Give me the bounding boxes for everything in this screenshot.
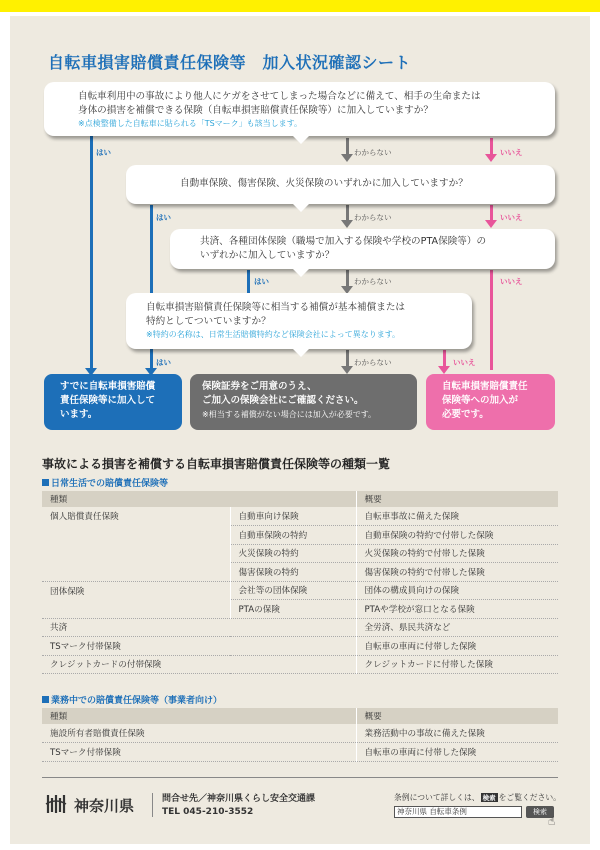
type-cell: TSマーク付帯保険 — [42, 637, 356, 656]
yes-line-1 — [90, 120, 93, 370]
no-arrow-head — [438, 366, 450, 374]
result-no-line2: 保険等への加入が — [442, 395, 519, 406]
subtype-cell: 自動車保険の特約 — [230, 526, 356, 545]
summary-cell: 火災保険の特約で付帯した保険 — [356, 544, 558, 563]
search-instruction — [394, 792, 561, 803]
question-1-box — [44, 82, 555, 136]
yes-label: はい — [96, 148, 111, 157]
column-header-type: 種類 — [42, 708, 356, 724]
business-heading-text: 業務中での賠償責任保険等（事業者向け） — [51, 696, 223, 706]
no-label: いいえ — [500, 277, 523, 286]
no-arrow-head — [485, 220, 497, 228]
summary-cell: クレジットカードに付帯した保険 — [356, 655, 558, 674]
contact-line-2: TEL 045-210-3552 — [162, 807, 254, 817]
pointer-cursor-icon: ☝ — [548, 814, 556, 828]
kanagawa-emblem-icon — [44, 792, 68, 816]
no-label: いいえ — [453, 358, 476, 367]
summary-cell: 業務活動中の事故に備えた保険 — [356, 724, 558, 743]
unknown-label: わからない — [354, 358, 392, 367]
table-row — [42, 637, 558, 656]
question-1-line1: 自転車利用中の事故により他人にケガをさせてしまった場合などに備えて、相手の生命または — [78, 91, 481, 102]
summary-cell: 自転車の車両に付帯した保険 — [356, 637, 558, 656]
summary-cell: 自転車の車両に付帯した保険 — [356, 743, 558, 762]
question-2-pointer — [292, 203, 310, 212]
result-no-line3: 必要です。 — [442, 409, 489, 420]
search-keyword-badge: 検索 — [482, 794, 496, 802]
type-cell: 施設所有者賠償責任保険 — [42, 724, 356, 743]
no-label: いいえ — [500, 148, 523, 157]
yes-label: はい — [254, 277, 269, 286]
result-yes-line1: すでに自転車損害賠償 — [60, 381, 156, 392]
question-3-pointer — [292, 268, 310, 277]
search-button[interactable]: 検索 — [526, 806, 554, 818]
table-row — [42, 544, 558, 563]
question-1-pointer — [292, 135, 310, 144]
unknown-label: わからない — [354, 277, 392, 286]
summary-cell: 自転車事故に備えた保険 — [356, 507, 558, 526]
question-2-box — [126, 165, 555, 204]
question-4-line2: 特約としてついていますか？ — [146, 316, 271, 327]
square-bullet-icon — [42, 479, 49, 486]
daily-heading-text: 日常生活での賠償責任保険等 — [51, 479, 169, 489]
table-row — [42, 655, 558, 674]
result-yes-line3: います。 — [60, 409, 98, 420]
yes-line-3 — [247, 270, 250, 295]
yes-line-4 — [150, 352, 153, 369]
table-row — [42, 563, 558, 582]
search-instruction-pre: 条例について詳しくは、 — [394, 793, 480, 802]
yes-label: はい — [156, 213, 171, 222]
unknown-arrow-head — [341, 220, 353, 228]
result-unknown-note: ※相当する補償がない場合には加入が必要です。 — [202, 410, 377, 419]
daily-insurance-table — [42, 491, 558, 674]
question-1-line2: 身体の損害を補償できる保険（自転車損害賠償責任保険等）に加入していますか？ — [78, 105, 433, 116]
table-row — [42, 600, 558, 619]
table-row — [42, 526, 558, 545]
question-4-pointer — [292, 348, 310, 357]
table-row — [42, 743, 558, 762]
summary-cell: 自動車保険の特約で付帯した保険 — [356, 526, 558, 545]
unknown-label: わからない — [354, 148, 392, 157]
question-3-box — [170, 229, 555, 269]
question-2-line1: 自動車保険、傷害保険、火災保険のいずれかに加入していますか？ — [180, 178, 468, 189]
no-line-3 — [490, 270, 493, 370]
result-unknown-box — [190, 374, 417, 430]
footer-separator — [152, 793, 153, 817]
summary-cell: 傷害保険の特約で付帯した保険 — [356, 563, 558, 582]
search-instruction-post: をご覧ください。 — [498, 793, 561, 802]
question-3-line2: いずれかに加入していますか？ — [200, 250, 335, 261]
result-no-box — [426, 374, 555, 430]
question-4-line1: 自転車損害賠償責任保険等に相当する補償が基本補償または — [146, 302, 406, 313]
type-cell: 団体保険 — [50, 586, 85, 597]
table-row — [42, 618, 558, 637]
unknown-arrow-head — [341, 154, 353, 162]
square-bullet-icon — [42, 696, 49, 703]
type-cell: TSマーク付帯保険 — [42, 743, 356, 762]
type-cell: 共済 — [42, 618, 356, 637]
type-cell: クレジットカードの付帯保険 — [42, 655, 356, 674]
type-cell — [42, 563, 230, 582]
table-row — [42, 581, 558, 600]
type-cell — [42, 544, 230, 563]
subtype-cell: 自動車向け保険 — [230, 507, 356, 526]
yes-label: はい — [156, 358, 171, 367]
table-header-row — [42, 491, 558, 507]
prefecture-name: 神奈川県 — [74, 797, 135, 815]
column-header-summary: 概要 — [356, 708, 558, 724]
result-yes-line2: 責任保険等に加入して — [60, 395, 156, 406]
subtype-cell: 会社等の団体保険 — [230, 581, 356, 600]
subtype-cell: 傷害保険の特約 — [230, 563, 356, 582]
summary-cell: 全労済、県民共済など — [356, 618, 558, 637]
question-4-box — [126, 293, 472, 349]
daily-heading — [42, 476, 168, 489]
table-header-row — [42, 708, 558, 724]
type-cell — [42, 600, 230, 619]
column-header-summary: 概要 — [356, 491, 558, 507]
type-cell: 個人賠償責任保険 — [50, 512, 119, 523]
result-yes-box — [44, 374, 182, 430]
subtype-cell: 火災保険の特約 — [230, 544, 356, 563]
question-3-line1: 共済、各種団体保険（職場で加入する保険や学校のPTA保険等）の — [200, 236, 487, 247]
unknown-arrow-head — [341, 366, 353, 374]
types-section-title: 事故による損害を補償する自転車損害賠償責任保険等の種類一覧 — [42, 457, 391, 471]
search-input[interactable]: 神奈川県 自転車条例 — [394, 806, 522, 818]
no-label: いいえ — [500, 213, 523, 222]
no-arrow-head — [485, 154, 497, 162]
result-unknown-line2: ご加入の保険会社にご確認ください。 — [202, 395, 364, 406]
contact-line-1: 問合せ先／神奈川県くらし安全交通課 — [162, 794, 316, 804]
result-unknown-line1: 保険証券をご用意のうえ、 — [202, 381, 317, 392]
summary-cell: 団体の構成員向けの保険 — [356, 581, 558, 600]
summary-cell: PTAや学校が窓口となる保険 — [356, 600, 558, 619]
type-cell — [42, 526, 230, 545]
table-row — [42, 507, 558, 526]
business-insurance-table — [42, 708, 558, 762]
subtype-cell: PTAの保険 — [230, 600, 356, 619]
table-row — [42, 724, 558, 743]
unknown-label: わからない — [354, 213, 392, 222]
page-title: 自転車損害賠償責任保険等 加入状況確認シート — [48, 53, 412, 72]
business-heading — [42, 693, 222, 706]
contact-info — [162, 793, 315, 819]
top-yellow-bar — [0, 0, 600, 12]
question-1-note: ※点検整備した自転車に貼られる「TSマーク」も該当します。 — [78, 119, 303, 128]
column-header-type: 種類 — [42, 491, 356, 507]
result-no-line1: 自転車損害賠償責任 — [442, 381, 528, 392]
footer-divider — [42, 777, 558, 778]
question-4-note: ※特約の名称は、日常生活賠償特約など保険会社によって異なります。 — [146, 330, 401, 339]
